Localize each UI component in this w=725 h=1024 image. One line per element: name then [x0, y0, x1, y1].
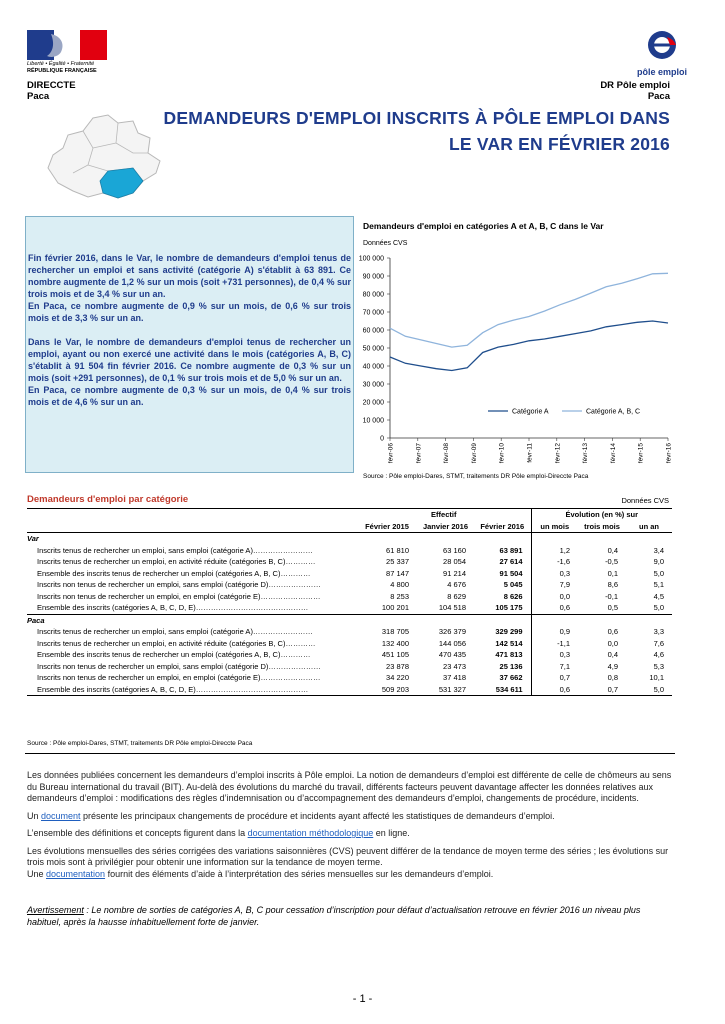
evo-one-year: 10,1: [649, 673, 664, 683]
direccte-region: Paca: [27, 91, 50, 102]
page-number: - 1 -: [352, 993, 373, 1005]
row-label: Ensemble des inscrits tenus de rechercher un emploi (catégories A, B, C)…………: [37, 650, 311, 660]
value-feb-2015: 61 810: [386, 545, 409, 555]
page-title: [150, 105, 670, 157]
value-feb-2015: 451 105: [381, 650, 409, 660]
y-tick-label: 0: [380, 435, 384, 443]
x-tick-label: févr-06: [387, 443, 395, 464]
x-tick-label: févr-08: [443, 443, 451, 464]
evo-three-months: 0,4: [607, 545, 618, 555]
col-feb-2015: Février 2015: [357, 521, 417, 533]
value-feb-2016: 91 504: [499, 568, 523, 578]
legend-label: Catégorie A, B, C: [586, 408, 641, 416]
row-label: Inscrits non tenus de rechercher un emploi, en emploi (catégorie E)……………………: [37, 591, 321, 601]
y-tick-label: 20 000: [362, 399, 384, 407]
evo-one-year: 5,0: [653, 568, 664, 578]
table-title: Demandeurs d'emploi par catégorie: [27, 494, 189, 505]
dr-pole-emploi-label: DR Pôle emploi: [600, 80, 670, 91]
dr-pole-emploi-region: Paca: [647, 91, 670, 102]
row-label: Ensemble des inscrits (catégories A, B, C, D, E)………………………………………: [27, 602, 357, 614]
evo-one-month: 0,0: [531, 591, 578, 603]
table-row: [27, 649, 672, 661]
value-feb-2015: 87 147: [386, 568, 409, 578]
evo-one-year: 5,0: [626, 684, 672, 696]
value-feb-2015: 23 878: [386, 661, 409, 671]
series-line-categorie-abc: [390, 273, 668, 347]
effectif-header: Effectif: [357, 509, 531, 521]
evo-three-months: 0,8: [607, 673, 618, 683]
value-feb-2015: 509 203: [357, 684, 417, 696]
note-methodology: L’ensemble des définitions et concepts figurent dans la documentation méthodologique en ligne.: [27, 828, 410, 838]
evo-three-months: 0,5: [578, 602, 626, 614]
evo-one-month: 0,6: [531, 684, 578, 696]
value-jan-2016: 531 327: [417, 684, 474, 696]
table-row: [27, 545, 672, 557]
evo-three-months: 0,0: [607, 638, 618, 648]
pole-emploi-e-icon: [636, 28, 688, 62]
table-row: [27, 638, 672, 650]
y-tick-label: 10 000: [362, 417, 384, 425]
notes: [27, 770, 675, 880]
header-right: [600, 80, 670, 102]
x-tick-label: févr-12: [554, 443, 562, 464]
evo-three-months: 0,4: [607, 650, 618, 660]
table-row: [27, 661, 672, 673]
row-label: Inscrits tenus de rechercher un emploi, sans emploi (catégorie A)……………………: [37, 545, 313, 555]
x-tick-label: févr-15: [637, 443, 645, 464]
header-left: [27, 80, 76, 102]
republique-francaise-logo: [27, 30, 107, 78]
value-feb-2015: 8 253: [390, 591, 409, 601]
chart-subtitle: Données CVS: [363, 240, 408, 247]
y-tick-label: 80 000: [362, 291, 384, 299]
value-feb-2015: 25 337: [386, 557, 409, 567]
evo-one-year: 4,5: [653, 591, 664, 601]
col-feb-2016: Février 2016: [474, 521, 531, 533]
table-row: [27, 579, 672, 591]
chart-title: Demandeurs d'emploi en catégories A et A, B, C dans le Var: [363, 221, 604, 231]
evo-one-month: -1,1: [531, 638, 578, 650]
value-feb-2016: 27 614: [499, 557, 523, 567]
paca-map-icon: [38, 113, 168, 203]
group-label: Paca: [27, 615, 45, 625]
row-label: Ensemble des inscrits (catégories A, B, C, D, E)………………………………………: [27, 684, 357, 696]
value-feb-2016: 534 611: [474, 684, 531, 696]
note-definition: Les données publiées concernent les demandeurs d’emploi inscrits à Pôle emploi. La notion de demandeurs d’emploi est différente de celle de chômeurs au sens du Bureau international du travail (BIT). Au-delà des évolutions du marché du travail, différents facteurs peuvent davantage affecter les données relatives aux demandeurs d’emploi : modifications des règles d’indemnisation ou d’accompagnement des demandeurs d’emploi, changements de procédure, incidents.: [27, 770, 672, 803]
table-row: [27, 602, 672, 614]
y-tick-label: 60 000: [362, 327, 384, 335]
warning-label: Avertissement: [27, 905, 84, 915]
value-jan-2016: 104 518: [417, 602, 474, 614]
row-label: Inscrits non tenus de rechercher un emploi, sans emploi (catégorie D)…………………: [37, 580, 321, 590]
value-feb-2015: 132 400: [381, 638, 409, 648]
evo-one-month: 0,6: [531, 602, 578, 614]
evo-one-month: 0,3: [531, 568, 578, 580]
table-source: Source : Pôle emploi-Dares, STMT, traitements DR Pôle emploi-Direccte Paca: [27, 740, 253, 747]
x-tick-label: févr-14: [609, 443, 617, 464]
table-row: [27, 626, 672, 638]
evo-three-months: -0,5: [605, 557, 618, 567]
value-feb-2016: 63 891: [499, 545, 523, 555]
summary-paca-abc: En Paca, ce nombre augmente de 0,3 % sur un mois, de 0,4 % sur trois mois et de 4,6 % sur un an.: [28, 385, 351, 407]
title-line-2: LE VAR EN FÉVRIER 2016: [449, 134, 670, 154]
evo-three-months: 8,6: [607, 580, 618, 590]
evo-one-year: 7,6: [653, 638, 664, 648]
evo-three-months: 0,7: [578, 684, 626, 696]
evo-one-year: 3,3: [653, 627, 664, 637]
y-tick-label: 70 000: [362, 309, 384, 317]
table-row: [27, 556, 672, 568]
legend-label: Catégorie A: [512, 408, 549, 416]
evolution-header: Évolution (en %) sur: [531, 509, 672, 521]
x-tick-label: févr-16: [665, 443, 673, 464]
col-jan-2016: Janvier 2016: [417, 521, 474, 533]
marianne-flag-icon: [27, 30, 107, 60]
document-link[interactable]: document: [41, 810, 81, 821]
evo-one-month: 0,3: [531, 649, 578, 661]
y-tick-label: 100 000: [358, 255, 384, 263]
value-feb-2016: 37 662: [499, 673, 523, 683]
x-tick-label: févr-07: [415, 443, 423, 464]
table-row: [27, 684, 672, 696]
y-tick-label: 50 000: [362, 345, 384, 353]
pole-emploi-logo: [636, 28, 688, 78]
value-jan-2016: 28 054: [443, 557, 466, 567]
table-row: [27, 591, 672, 603]
value-feb-2015: 34 220: [386, 673, 409, 683]
evo-one-month: 1,2: [531, 545, 578, 557]
table-row: [27, 672, 672, 684]
value-feb-2016: 105 175: [474, 602, 531, 614]
value-jan-2016: 23 473: [443, 661, 466, 671]
warning-note: [27, 905, 675, 928]
table-body: [27, 533, 672, 696]
note-cvs: Les évolutions mensuelles des séries corrigées des variations saisonnières (CVS) peuvent différer de la tendance de moyen terme des séries ; les évolutions sur trois mois sont à privilégier pour obtenir une information sur la tendance de moyen terme. Une documentation fournit des éléments d’aide à l’interprétation des séries mensuelles sur les demandeurs d’emploi.: [27, 845, 669, 879]
warning-text: : Le nombre de sorties de catégories A, B, C pour cessation d’inscription pour défaut d’actualisation retrouve en février 2016 un niveau plus habituel, après la hausse inhabituellement forte de janvier.: [27, 905, 641, 927]
value-jan-2016: 91 214: [443, 568, 466, 578]
evo-one-year: 5,0: [626, 602, 672, 614]
documentation-link[interactable]: documentation: [46, 868, 106, 879]
evo-one-month: 0,7: [531, 672, 578, 684]
evo-one-year: 4,6: [653, 650, 664, 660]
evo-three-months: 0,1: [607, 568, 618, 578]
chart-source: Source : Pôle emploi-Dares, STMT, traitements DR Pôle emploi-Direccte Paca: [363, 473, 589, 480]
value-jan-2016: 470 435: [438, 650, 466, 660]
note-document: Un document présente les principaux changements de procédure et incidents ayant affecté les statistiques de demandeurs d’emploi.: [27, 810, 555, 821]
value-feb-2015: 318 705: [381, 627, 409, 637]
line-chart: [350, 250, 680, 470]
value-feb-2015: 4 800: [390, 580, 409, 590]
category-table: [27, 508, 672, 696]
col-one-month: un mois: [531, 521, 578, 533]
row-label: Inscrits tenus de rechercher un emploi, sans emploi (catégorie A)……………………: [37, 627, 313, 637]
evo-one-month: 7,9: [531, 579, 578, 591]
value-jan-2016: 326 379: [438, 627, 466, 637]
col-three-months: trois mois: [578, 521, 626, 533]
value-feb-2016: 471 813: [495, 650, 523, 660]
value-jan-2016: 4 676: [447, 580, 466, 590]
summary-var-a: Fin février 2016, dans le Var, le nombre de demandeurs d'emploi tenus de rechercher un emploi et sans activité (catégorie A) s'établit à 63 891. Ce nombre augmente de 1,2 % sur un mois (soit +731 personnes), de 0,4 % sur trois mois et de 3,4 % sur un an.: [28, 253, 351, 299]
summary-paca-a: En Paca, ce nombre augmente de 0,9 % sur un mois, de 0,6 % sur trois mois et de 3,3 % sur un an.: [28, 301, 351, 323]
value-feb-2016: 5 045: [503, 580, 523, 590]
x-tick-label: févr-09: [470, 443, 478, 464]
row-label: Inscrits tenus de rechercher un emploi, en activité réduite (catégories B, C)…………: [37, 557, 316, 567]
summary-var-abc: Dans le Var, le nombre de demandeurs d'emploi tenus de rechercher un emploi, ayant ou non exercé une activité dans le mois (catégories A, B, C) s'établit à 91 504 fin février 2016. Ce nombre augmente de 0,3 % sur un mois (soit +291 personnes), de 0,1 % sur trois mois et de 5,0 % sur un an.: [28, 337, 351, 383]
evo-one-month: 0,9: [531, 626, 578, 638]
evo-three-months: 0,6: [607, 627, 618, 637]
x-tick-label: févr-11: [526, 443, 534, 463]
value-jan-2016: 144 056: [438, 638, 466, 648]
evo-one-year: 5,3: [653, 661, 664, 671]
evo-one-year: 3,4: [653, 545, 664, 555]
value-feb-2016: 25 136: [499, 661, 523, 671]
divider: [25, 753, 675, 754]
value-feb-2016: 142 514: [495, 638, 523, 648]
value-jan-2016: 37 418: [443, 673, 466, 683]
table-unit: Données CVS: [621, 496, 669, 505]
value-feb-2015: 100 201: [357, 602, 417, 614]
row-label: Inscrits non tenus de rechercher un emploi, sans emploi (catégorie D)…………………: [37, 661, 321, 671]
row-label: Inscrits non tenus de rechercher un emploi, en emploi (catégorie E)……………………: [37, 673, 321, 683]
series-line-categorie-a: [390, 321, 668, 371]
y-tick-label: 30 000: [362, 381, 384, 389]
value-jan-2016: 8 629: [447, 591, 466, 601]
rf-motto: Liberté • Égalité • Fraternité: [27, 61, 95, 67]
evo-one-month: 7,1: [531, 661, 578, 673]
summary-text: [28, 252, 351, 420]
rf-name: RÉPUBLIQUE FRANÇAISE: [27, 67, 97, 74]
pole-emploi-logo-text: pôle emploi: [636, 67, 687, 77]
col-one-year: un an: [626, 521, 672, 533]
evo-three-months: 4,9: [607, 661, 618, 671]
evo-one-year: 9,0: [653, 557, 664, 567]
methodology-link[interactable]: documentation méthodologique: [247, 828, 374, 838]
evo-three-months: -0,1: [605, 591, 618, 601]
row-label: Ensemble des inscrits tenus de rechercher un emploi (catégories A, B, C)…………: [37, 568, 311, 578]
value-feb-2016: 329 299: [495, 627, 523, 637]
y-tick-label: 40 000: [362, 363, 384, 371]
group-label: Var: [27, 534, 39, 544]
value-feb-2016: 8 626: [503, 591, 523, 601]
value-jan-2016: 63 160: [443, 545, 466, 555]
direccte-label: DIRECCTE: [27, 80, 76, 91]
title-line-1: DEMANDEURS D'EMPLOI INSCRITS À PÔLE EMPLOI DANS: [163, 108, 670, 128]
evo-one-year: 5,1: [653, 580, 664, 590]
y-tick-label: 90 000: [362, 273, 384, 281]
row-label: Inscrits tenus de rechercher un emploi, en activité réduite (catégories B, C)…………: [37, 638, 316, 648]
x-tick-label: févr-13: [582, 443, 590, 464]
x-tick-label: févr-10: [498, 443, 506, 464]
table-row: [27, 568, 672, 580]
evo-one-month: -1,6: [531, 556, 578, 568]
